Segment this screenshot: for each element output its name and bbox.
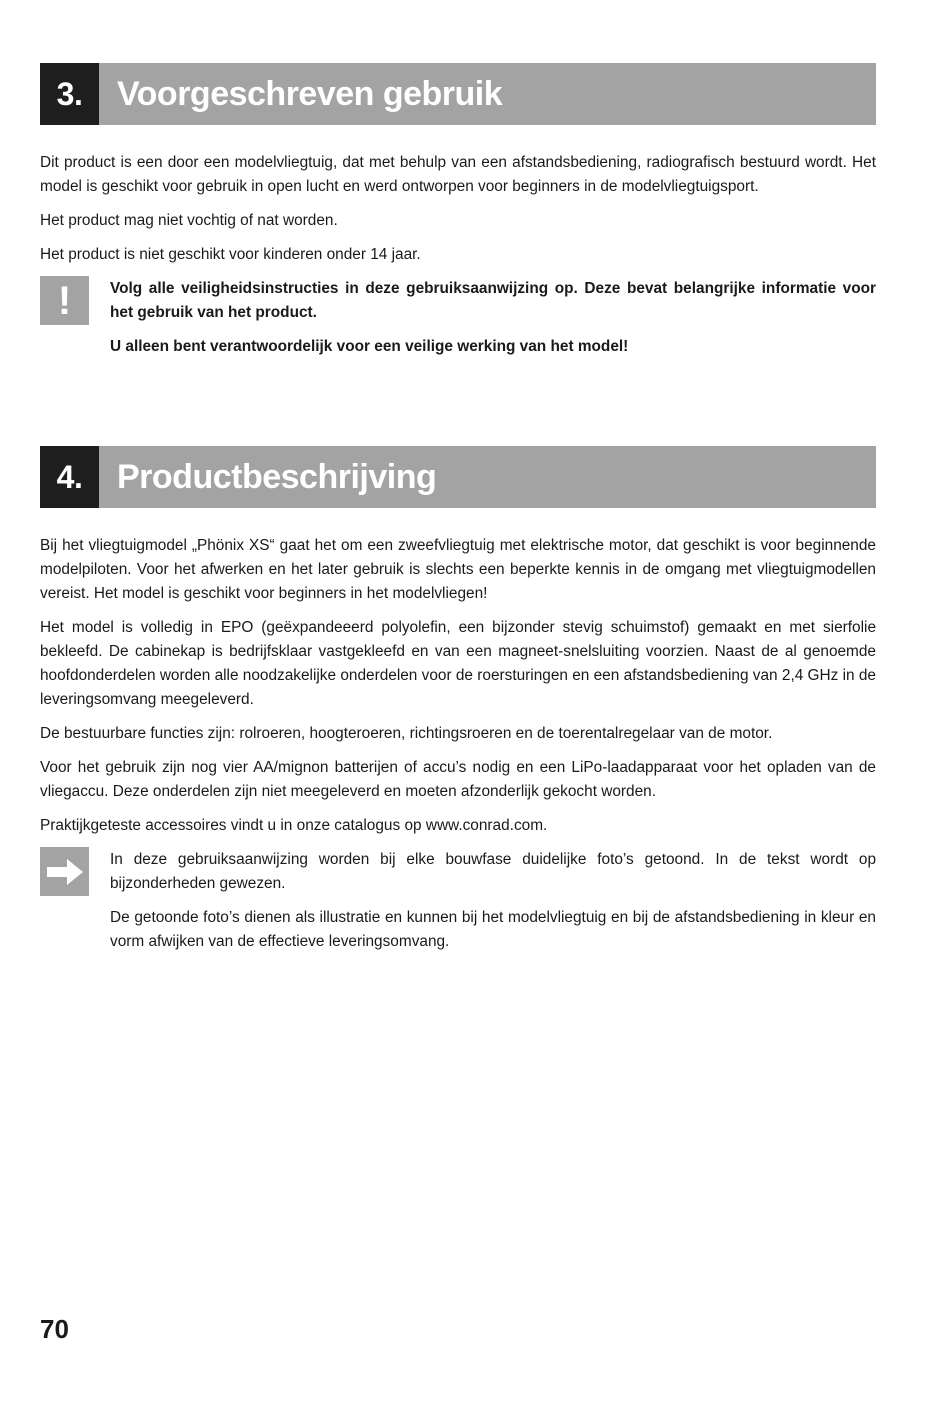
paragraph: Voor het gebruik zijn nog vier AA/mignon batterijen of accu’s nodig en een LiPo-laadapparaat voor het opladen van de vliegaccu. Deze onderdelen zijn niet meegeleverd en moeten afzonderlijk gekocht worden.: [40, 759, 876, 800]
paragraph: Praktijkgeteste accessoires vindt u in onze catalogus op www.conrad.com.: [40, 817, 548, 834]
section-3-title: Voorgeschreven gebruik: [99, 63, 876, 125]
section-4-title: Productbeschrijving: [99, 446, 876, 508]
section-4-number: 4.: [40, 446, 99, 508]
tip-note: [40, 848, 876, 964]
arrow-right-icon: [40, 847, 89, 896]
warning-paragraph: U alleen bent verantwoordelijk voor een veilige werking van het model!: [110, 338, 629, 355]
paragraph: Het model is volledig in EPO (geëxpandeeerd polyolefin, een bijzonder stevig schuimstof) gemaakt en met sierfolie bekleefd. De cabinekap is bedrijfsklaar vastgekleefd en van een magneet-snelsluiting voorzien. Naast de al genoemde hoofdonderdelen worden alle noodzakelijke onderdelen voor de roersturingen en een afstandsbediening van 2,4 GHz in de leveringsomvang meegeleverd.: [40, 619, 876, 708]
section-3-header: [40, 63, 876, 125]
exclamation-symbol: !: [57, 278, 72, 323]
tip-paragraph: In deze gebruiksaanwijzing worden bij elke bouwfase duidelijke foto’s getoond. In de tekst wordt op bijzonderheden gewezen.: [110, 851, 876, 892]
warning-note-body: [110, 277, 876, 369]
exclamation-icon: [40, 276, 89, 325]
paragraph: Dit product is een door een modelvliegtuig, dat met behulp van een afstandsbediening, radiografisch bestuurd wordt. Het model is geschikt voor gebruik in open lucht en werd ontworpen voor beginners in de modelvliegtuigsport.: [40, 154, 876, 195]
arrow-right-icon-graphic: [45, 857, 85, 887]
page-number: 70: [40, 1314, 69, 1344]
paragraph: Het product is niet geschikt voor kinderen onder 14 jaar.: [40, 246, 421, 263]
warning-note: [40, 277, 876, 369]
section-3-number: 3.: [40, 63, 99, 125]
tip-note-body: [110, 848, 876, 964]
paragraph: Bij het vliegtuigmodel „Phönix XS“ gaat het om een zweefvliegtuig met elektrische motor, dat geschikt is voor beginnende modelpiloten. Voor het afwerken en het later gebruik is slechts een beperkte kennis in de omgang met vliegtuigmodellen vereist. Het model is geschikt voor beginners in het modelvliegen!: [40, 537, 876, 602]
paragraph: De bestuurbare functies zijn: rolroeren, hoogteroeren, richtingsroeren en de toerentalregelaar van de motor.: [40, 725, 773, 742]
tip-paragraph: De getoonde foto’s dienen als illustratie en kunnen bij het modelvliegtuig en bij de afstandsbediening in kleur en vorm afwijken van de effectieve leveringsomvang.: [110, 909, 876, 950]
page-content: [40, 63, 876, 974]
warning-paragraph: Volg alle veiligheidsinstructies in deze gebruiksaanwijzing op. Deze bevat belangrijke informatie voor het gebruik van het product.: [110, 280, 876, 321]
paragraph: Het product mag niet vochtig of nat worden.: [40, 212, 338, 229]
section-4-header: [40, 446, 876, 508]
